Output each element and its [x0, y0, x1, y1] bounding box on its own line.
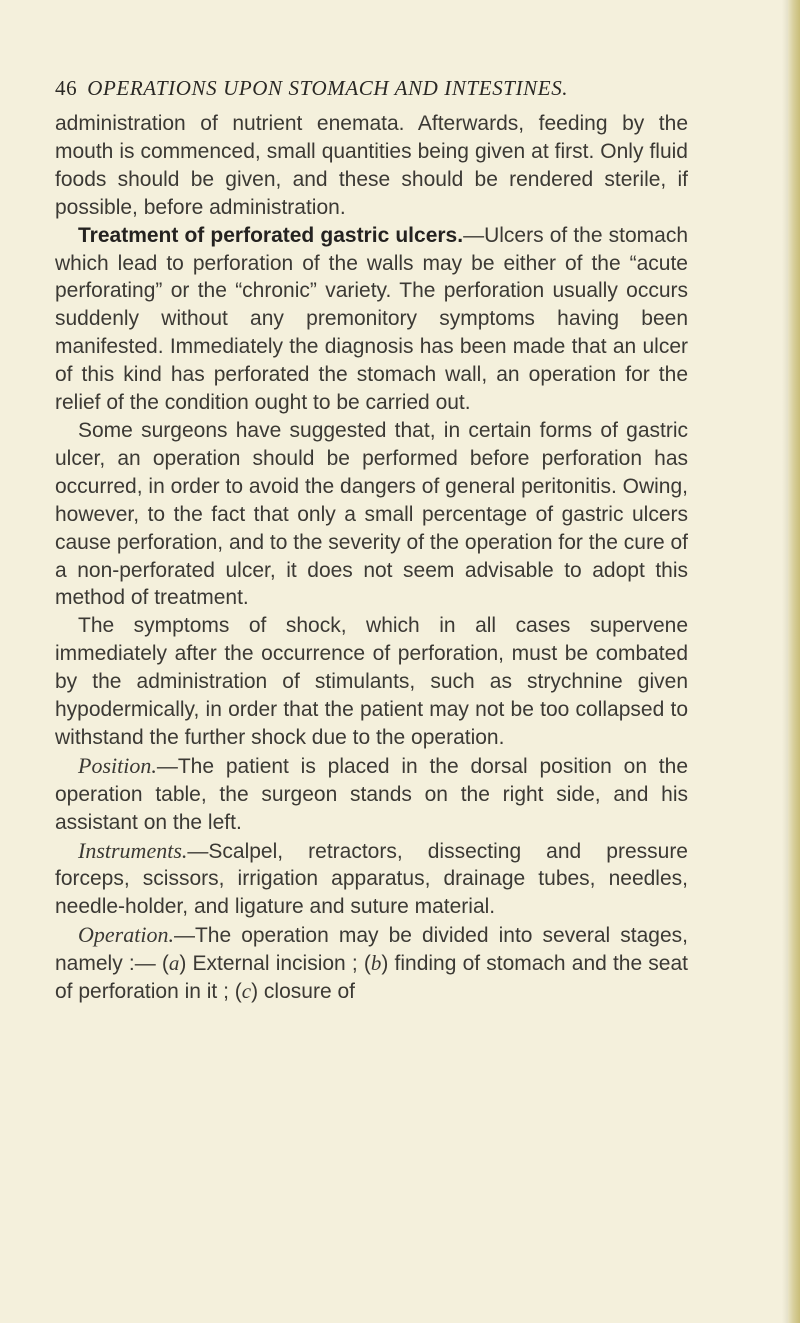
operation-label: Operation.	[78, 922, 174, 948]
operation-text-2: ) External incision ; (	[179, 952, 371, 976]
paragraph-position	[55, 752, 688, 837]
paragraph-shock: The symptoms of shock, which in all cases supervene immediately after the occurrence of perforation, must be combated by the administration of stimulants, such as strychnine given hypodermically, in order that the patient may not be too collapsed to withstand the further shock due to the operation.	[55, 614, 688, 749]
operation-text-3: ) finding of stomach and the seat of perforation in it ; (	[55, 952, 688, 1004]
running-title: OPERATIONS UPON STOMACH AND INTESTINES.	[87, 76, 569, 100]
paragraph-continuation: administration of nutrient enemata. Afterwards, feeding by the mouth is commenced, small quantities being given at first. Only fluid foods should be given, and these should be rendered sterile, if possible, before administration.	[55, 112, 688, 219]
stage-c-letter: c	[241, 979, 252, 1004]
instruments-text: —Scalpel, retractors, dissecting and pressure forceps, scissors, irrigation apparatus, drainage tubes, needles, needle-holder, and ligature and suture material.	[55, 839, 688, 919]
position-label: Position.	[78, 752, 157, 778]
page-number: 46	[55, 76, 78, 100]
section-heading: Treatment of perforated gastric ulcers.	[78, 223, 464, 247]
position-text: —The patient is placed in the dorsal position on the operation table, the surgeon stands on the right side, and his assistant on the left.	[55, 754, 688, 834]
paragraph-treatment-text: —Ulcers of the stomach which lead to perforation of the walls may be either of the “acute perforating” or the “chronic” variety. The perforation usually occurs suddenly without any premonitory symptoms having been manifested. Immediately the diagnosis has been made that an ulcer of this kind has perforated the stomach wall, an operation for the relief of the condition ought to be carried out.	[55, 223, 688, 415]
operation-text-4: ) closure of	[251, 980, 355, 1004]
operation-text-1: —The operation may be divided into several stages, namely :— (	[55, 924, 688, 976]
running-head	[55, 76, 695, 101]
paragraph-surgeons: Some surgeons have suggested that, in certain forms of gastric ulcer, an operation should be performed before perforation has occurred, in order to avoid the dangers of general peritonitis. Owing, however, to the fact that only a small percentage of gastric ulcers cause perforation, and to the severity of the operation for the cure of a non-perforated ulcer, it does not seem advisable to adopt this method of treatment.	[55, 418, 688, 610]
page-edge	[788, 0, 800, 1323]
stage-b-letter: b	[370, 951, 382, 976]
body-text	[55, 110, 688, 1006]
paragraph-operation	[55, 921, 688, 1006]
paragraph-treatment	[55, 222, 688, 417]
instruments-label: Instruments.	[78, 837, 188, 863]
paragraph-instruments	[55, 837, 688, 922]
stage-a-letter: a	[168, 951, 180, 976]
